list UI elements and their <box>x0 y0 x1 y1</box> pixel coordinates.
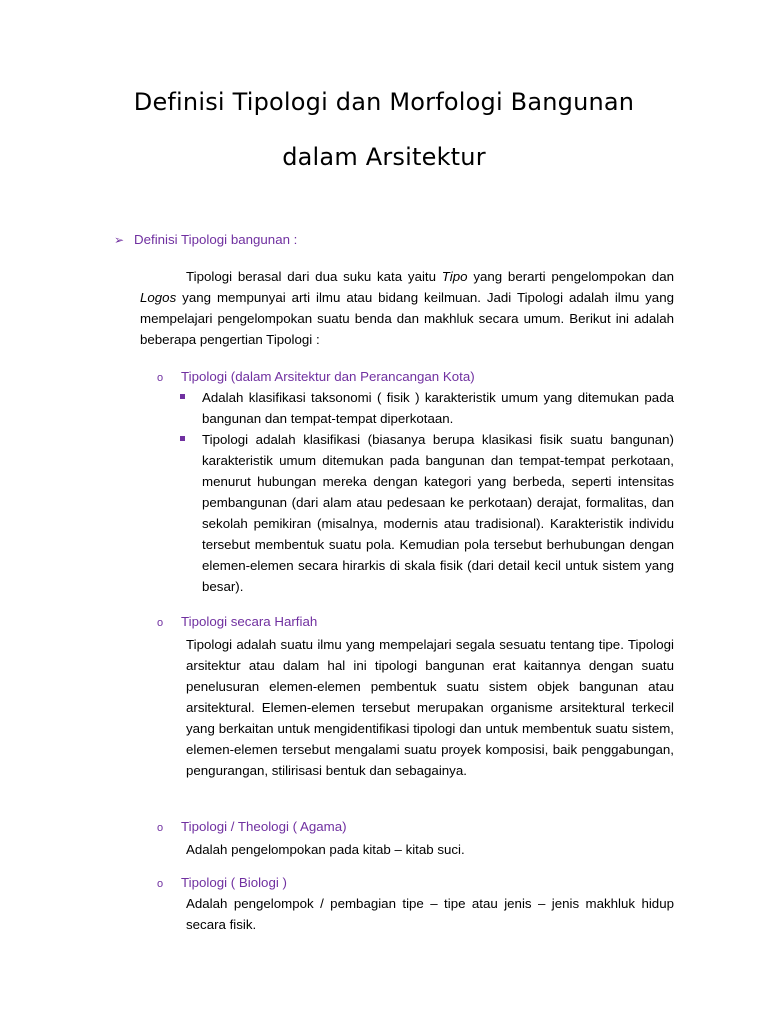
subsection-heading-text: Tipologi secara Harfiah <box>181 614 318 629</box>
circle-bullet-icon: o <box>157 372 164 384</box>
list-item-text: Adalah klasifikasi taksonomi ( fisik ) karakteristik umum yang ditemukan pada bangunan dan tempat-tempat diperkotaan. <box>202 390 674 426</box>
square-bullet-icon <box>180 394 185 399</box>
intro-paragraph <box>140 266 674 350</box>
subsection-heading-theologi <box>157 819 347 834</box>
document-title-line-1: Definisi Tipologi dan Morfologi Bangunan <box>133 88 635 116</box>
subsection-heading-arsitektur <box>157 369 475 384</box>
section-heading-text: Definisi Tipologi bangunan : <box>134 232 298 247</box>
intro-term-logos: Logos <box>140 290 177 305</box>
subsection-body-theologi: Adalah pengelompokan pada kitab – kitab suci. <box>186 842 465 857</box>
intro-term-tipo: Tipo <box>441 269 468 284</box>
subsection-heading-harfiah <box>157 614 317 629</box>
subsection-heading-text: Tipologi / Theologi ( Agama) <box>181 819 347 834</box>
intro-text-a: Tipologi berasal dari dua suku kata yaitu <box>186 269 442 284</box>
subsection-body-biologi: Adalah pengelompok / pembagian tipe – tipe atau jenis – jenis makhluk hidup secara fisik. <box>186 896 674 932</box>
circle-bullet-icon: o <box>157 822 164 834</box>
circle-bullet-icon: o <box>157 617 164 629</box>
intro-text-b: yang berarti pengelompokan dan <box>467 269 674 284</box>
subsection-body-harfiah: Tipologi adalah suatu ilmu yang mempelajari segala sesuatu tentang tipe. Tipologi arsitektur atau dalam hal ini tipologi bangunan erat kaitannya dengan suatu penelusuran elemen-elemen pembentuk suatu sistem objek bangunan atau arsitektural. Elemen-elemen tersebut merupakan organisme arsitektural terkecil yang berkaitan untuk mengidentifikasi tipologi dan untuk membentuk suatu sistem, elemen-elemen tersebut mengalami suatu proyek komposisi, baik penggabungan, pengurangan, stilirisasi bentuk dan sebagainya. <box>186 637 674 778</box>
subsection-heading-text: Tipologi ( Biologi ) <box>181 875 287 890</box>
list-item <box>180 429 674 597</box>
list-item-text: Tipologi adalah klasifikasi (biasanya berupa klasikasi fisik suatu bangunan) karakteristik umum ditemukan pada bangunan dan tempat-tempat perkotaan, menurut hubungan mereka dengan kategori yang berbeda, seperti intensitas pembangunan (dari alam atau pedesaan ke perkotaan) derajat, formalitas, dan sekolah pemikiran (misalnya, modernis atau tradisional). Karakteristik individu tersebut membentuk suatu pola. Kemudian pola tersebut berhubungan dengan elemen-elemen secara hirarkis di skala fisik (dari detail kecil untuk sistem yang besar). <box>202 432 674 594</box>
intro-text-c: yang mempunyai arti ilmu atau bidang keilmuan. Jadi Tipologi adalah ilmu yang mempelajari pengelompokan suatu benda dan makhluk secara umum. Berikut ini adalah beberapa pengertian Tipologi : <box>140 290 674 347</box>
list-item <box>180 387 674 429</box>
circle-bullet-icon: o <box>157 878 164 890</box>
subsection-heading-text: Tipologi (dalam Arsitektur dan Perancangan Kota) <box>181 369 475 384</box>
bullet-list-arsitektur <box>180 387 674 597</box>
subsection-heading-biologi <box>157 875 287 890</box>
section-heading-tipologi-bangunan <box>114 232 297 247</box>
arrow-bullet-icon: ➢ <box>114 233 125 247</box>
document-title-line-2: dalam Arsitektur <box>282 143 486 171</box>
square-bullet-icon <box>180 436 185 441</box>
